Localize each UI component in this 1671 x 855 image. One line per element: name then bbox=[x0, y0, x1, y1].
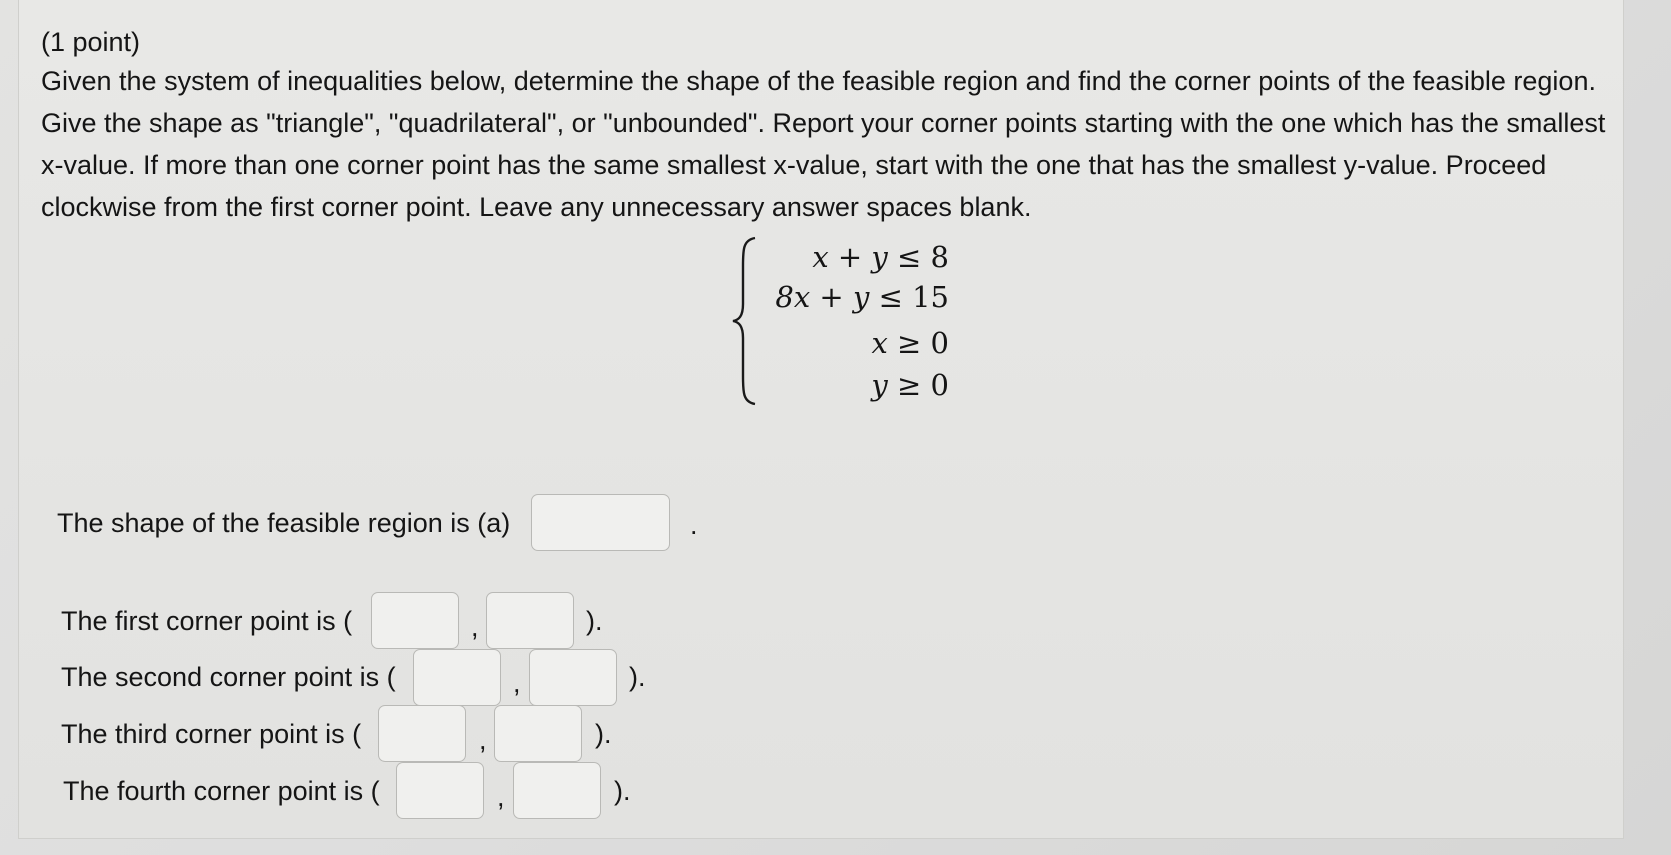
inequality-4-rhs: 0 bbox=[930, 368, 949, 402]
corner-4-close: ). bbox=[614, 776, 631, 806]
corner-2-close: ). bbox=[629, 662, 646, 692]
inequality-1-lhs: x + y bbox=[812, 240, 888, 274]
left-brace-icon bbox=[729, 236, 759, 406]
corner-4-x-input[interactable] bbox=[396, 762, 484, 819]
inequality-3-op: ≥ bbox=[897, 326, 922, 360]
corner-1-x-input[interactable] bbox=[371, 592, 459, 649]
corner-3-close: ). bbox=[595, 719, 612, 749]
shape-period: . bbox=[690, 510, 698, 540]
point-value: (1 point) bbox=[41, 27, 141, 57]
inequality-3-lhs: x bbox=[871, 326, 888, 360]
corner-1-label: The first corner point is ( bbox=[61, 606, 353, 636]
corner-2-label: The second corner point is ( bbox=[61, 662, 396, 692]
corner-2-x-input[interactable] bbox=[413, 649, 501, 706]
corner-1-y-input[interactable] bbox=[486, 592, 574, 649]
inequality-2-op: ≤ bbox=[878, 280, 903, 314]
problem-prompt: Given the system of inequalities below, determine the shape of the feasible region and find the corner points of the feasible region. Give the shape as "triangle", "quadrilateral", or "unbounded". Report your corner points starting with the one which has the smallest x-value. If more than one corner point has the same smallest x-value, start with the one that has the smallest y-value. Proceed clockwise from the first corner point. Leave any unnecessary answer spaces blank. bbox=[41, 66, 1606, 222]
inequality-1-rhs: 8 bbox=[930, 240, 949, 274]
corner-4-label: The fourth corner point is ( bbox=[63, 776, 380, 806]
inequality-1-op: ≤ bbox=[897, 240, 922, 274]
problem-panel bbox=[18, 0, 1624, 839]
inequality-4 bbox=[871, 368, 949, 402]
corner-3-y-input[interactable] bbox=[494, 705, 582, 762]
corner-1-close: ). bbox=[586, 606, 603, 636]
corner-3-x-input[interactable] bbox=[378, 705, 466, 762]
inequality-2 bbox=[775, 280, 949, 314]
inequality-2-lhs: 8x + y bbox=[775, 280, 870, 314]
inequality-2-rhs: 15 bbox=[912, 280, 949, 314]
inequality-3-rhs: 0 bbox=[930, 326, 949, 360]
corner-3-comma: , bbox=[479, 725, 487, 755]
inequality-4-lhs: y bbox=[871, 368, 888, 402]
corner-3-label: The third corner point is ( bbox=[61, 719, 362, 749]
shape-label: The shape of the feasible region is (a) bbox=[57, 508, 511, 538]
corner-4-y-input[interactable] bbox=[513, 762, 601, 819]
corner-2-y-input[interactable] bbox=[529, 649, 617, 706]
shape-answer-input[interactable] bbox=[531, 494, 670, 551]
inequality-1 bbox=[812, 240, 949, 274]
corner-1-comma: , bbox=[471, 612, 479, 642]
inequality-3 bbox=[871, 326, 949, 360]
inequality-system bbox=[729, 236, 949, 436]
corner-2-comma: , bbox=[513, 668, 521, 698]
corner-4-comma: , bbox=[497, 782, 505, 812]
inequality-4-op: ≥ bbox=[897, 368, 922, 402]
